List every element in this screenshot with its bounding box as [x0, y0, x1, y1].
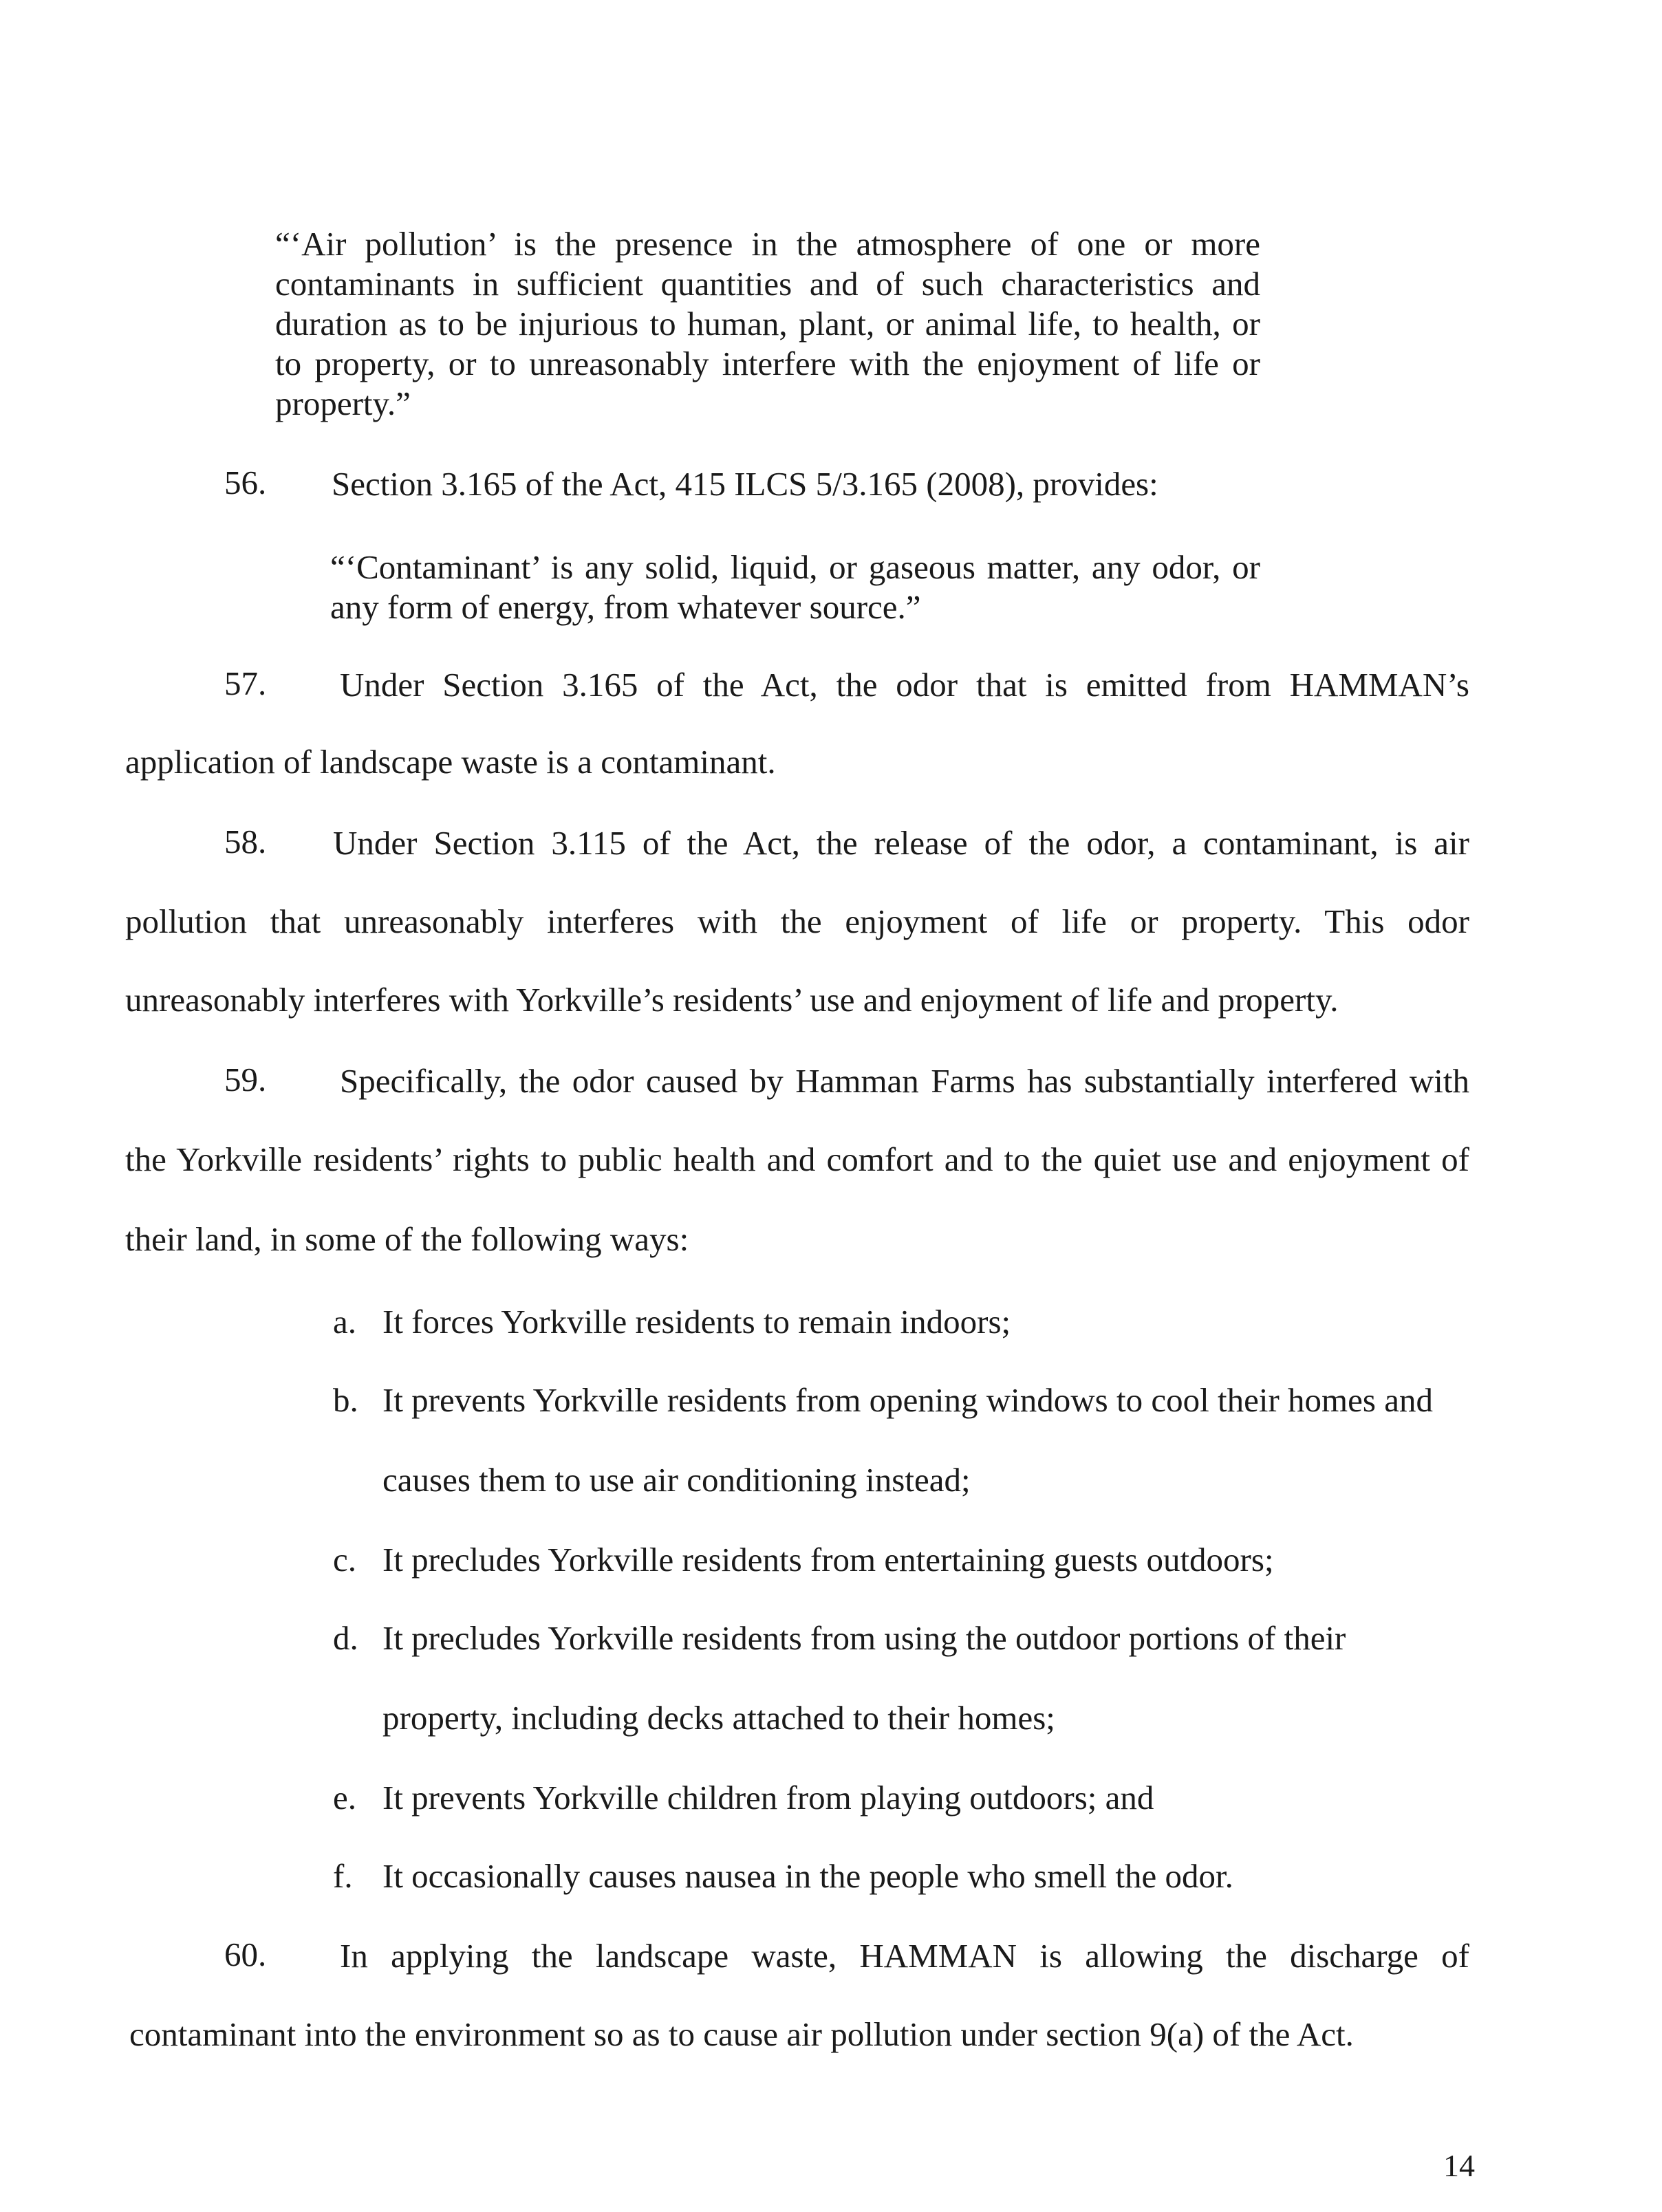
quote-line: to property, or to unreasonably interfere with the enjoyment of life or: [275, 345, 1260, 382]
list-item-letter: f.: [333, 1857, 353, 1895]
list-item-letter: c.: [333, 1541, 356, 1579]
paragraph-59-line: Specifically, the odor caused by Hamman Farms has substantially interfered with: [340, 1062, 1469, 1100]
list-item-letter: d.: [333, 1619, 358, 1657]
paragraph-60-line: In applying the landscape waste, HAMMAN is allowing the discharge of: [340, 1937, 1469, 1975]
list-item: It occasionally causes nausea in the people who smell the odor.: [382, 1857, 1233, 1895]
quote-line: “‘Contaminant’ is any solid, liquid, or gaseous matter, any odor, or: [330, 548, 1260, 586]
paragraph-59-number: 59.: [224, 1061, 267, 1098]
list-item: It forces Yorkville residents to remain indoors;: [382, 1303, 1011, 1341]
list-item-letter: e.: [333, 1779, 356, 1817]
paragraph-60-line: contaminant into the environment so as to cause air pollution under section 9(a) of the Act.: [129, 2015, 1354, 2053]
quote-line: contaminants in sufficient quantities and of such characteristics and: [275, 265, 1260, 303]
paragraph-60-number: 60.: [224, 1936, 267, 1973]
paragraph-58-line: Under Section 3.115 of the Act, the release of the odor, a contaminant, is air: [333, 824, 1469, 862]
contaminant-quote: [330, 547, 1260, 627]
list-item: It prevents Yorkville residents from opening windows to cool their homes and: [382, 1381, 1433, 1419]
quote-line: “‘Air pollution’ is the presence in the atmosphere of one or more: [275, 225, 1260, 263]
list-item: It precludes Yorkville residents from entertaining guests outdoors;: [382, 1541, 1274, 1579]
paragraph-57-number: 57.: [224, 664, 267, 702]
quote-line: duration as to be injurious to human, plant, or animal life, to health, or: [275, 305, 1260, 343]
paragraph-57-line: application of landscape waste is a contaminant.: [125, 743, 776, 781]
paragraph-56-number: 56.: [224, 464, 267, 501]
air-pollution-quote: [275, 224, 1260, 424]
paragraph-56-text: Section 3.165 of the Act, 415 ILCS 5/3.165 (2008), provides:: [332, 465, 1158, 503]
page-number: 14: [1443, 2148, 1475, 2183]
list-item-letter: b.: [333, 1381, 358, 1419]
paragraph-58-line: unreasonably interferes with Yorkville’s residents’ use and enjoyment of life and property.: [125, 981, 1339, 1019]
list-item: It prevents Yorkville children from playing outdoors; and: [382, 1779, 1154, 1817]
paragraph-58-line: pollution that unreasonably interferes with the enjoyment of life or property. This odor: [125, 902, 1469, 940]
quote-line: any form of energy, from whatever source.”: [330, 588, 921, 626]
paragraph-57-line: Under Section 3.165 of the Act, the odor that is emitted from HAMMAN’s: [340, 666, 1469, 704]
list-item-letter: a.: [333, 1303, 356, 1341]
paragraph-59-line: the Yorkville residents’ rights to public health and comfort and to the quiet use and enjoyment of: [125, 1140, 1469, 1178]
paragraph-58-number: 58.: [224, 823, 267, 860]
list-item-continuation: property, including decks attached to their homes;: [382, 1699, 1055, 1737]
quote-line: property.”: [275, 384, 411, 422]
list-item: It precludes Yorkville residents from using the outdoor portions of their: [382, 1619, 1346, 1657]
paragraph-59-line: their land, in some of the following ways:: [125, 1220, 689, 1258]
list-item-continuation: causes them to use air conditioning instead;: [382, 1461, 971, 1499]
